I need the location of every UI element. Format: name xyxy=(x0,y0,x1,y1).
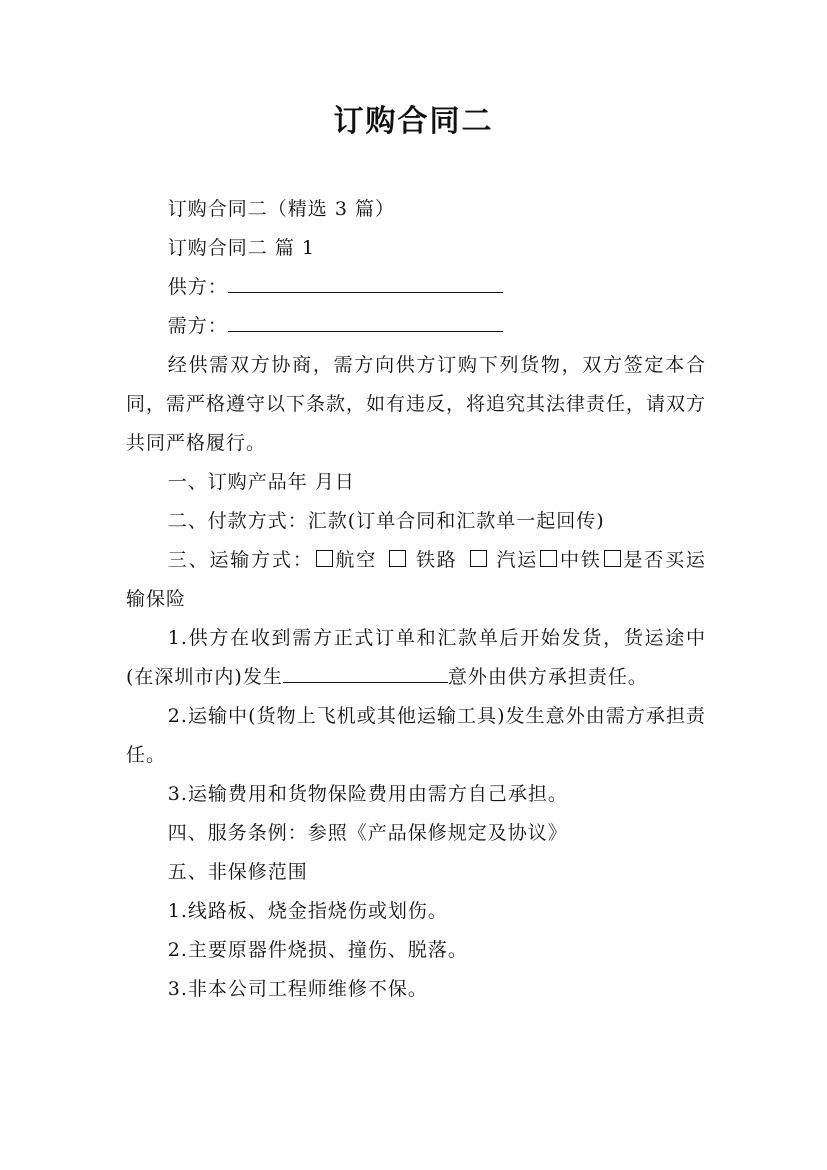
transport-road-label: 汽运 xyxy=(496,549,539,571)
buyer-label: 需方： xyxy=(167,315,228,337)
section-heading: 订购合同二 篇 1 xyxy=(167,237,315,259)
checkbox-insurance xyxy=(604,550,621,567)
transport-insurance-label: 是否买运输保险 xyxy=(126,549,706,610)
supplier-blank xyxy=(228,272,503,293)
item-payment: 二、付款方式：汇款(订单合同和汇款单一起回传) xyxy=(167,510,605,532)
checkbox-air xyxy=(316,550,333,567)
supplier-line xyxy=(126,268,706,307)
clause-1-suffix: 意外由供方承担责任。 xyxy=(447,666,648,688)
item-order-date: 一、订购产品年 月日 xyxy=(167,471,355,493)
transport-air-label: 航空 xyxy=(334,549,378,571)
intro-paragraph: 经供需双方协商，需方向供方订购下列货物，双方签定本合同，需严格遵守以下条款，如有违反，将追究其法律责任，请双方共同严格履行。 xyxy=(126,354,707,454)
buyer-line xyxy=(126,307,706,346)
non-warranty-1: 1.线路板、烧金指烧伤或划伤。 xyxy=(167,900,448,922)
clause-1 xyxy=(126,619,706,697)
item-transport xyxy=(126,541,706,619)
non-warranty-2: 2.主要原器件烧损、撞伤、脱落。 xyxy=(167,939,468,961)
buyer-blank xyxy=(228,311,503,332)
subtitle: 订购合同二（精选 3 篇） xyxy=(167,198,395,220)
checkbox-rail xyxy=(389,550,406,567)
supplier-label: 供方： xyxy=(167,276,228,298)
transport-prefix: 三、运输方式： xyxy=(167,549,314,571)
item-service: 四、服务条例：参照《产品保修规定及协议》 xyxy=(167,822,568,844)
clause-1-prefix: 1.供方在收到需方正式订单和汇款单后开始发货，货运途中(在深圳市内)发生 xyxy=(126,627,706,688)
checkbox-road xyxy=(470,550,487,567)
transport-rail-label: 铁路 xyxy=(415,549,458,571)
non-warranty-3: 3.非本公司工程师维修不保。 xyxy=(167,978,428,1000)
document-title: 订购合同二 xyxy=(333,104,494,139)
item-non-warranty: 五、非保修范围 xyxy=(167,861,308,883)
document-body xyxy=(126,190,706,1009)
checkbox-zhongtie xyxy=(540,550,557,567)
clause-2: 2.运输中(货物上飞机或其他运输工具)发生意外由需方承担责任。 xyxy=(126,705,706,766)
clause-1-blank xyxy=(283,662,448,683)
clause-3: 3.运输费用和货物保险费用由需方自己承担。 xyxy=(167,783,568,805)
transport-zhongtie-label: 中铁 xyxy=(559,549,602,571)
